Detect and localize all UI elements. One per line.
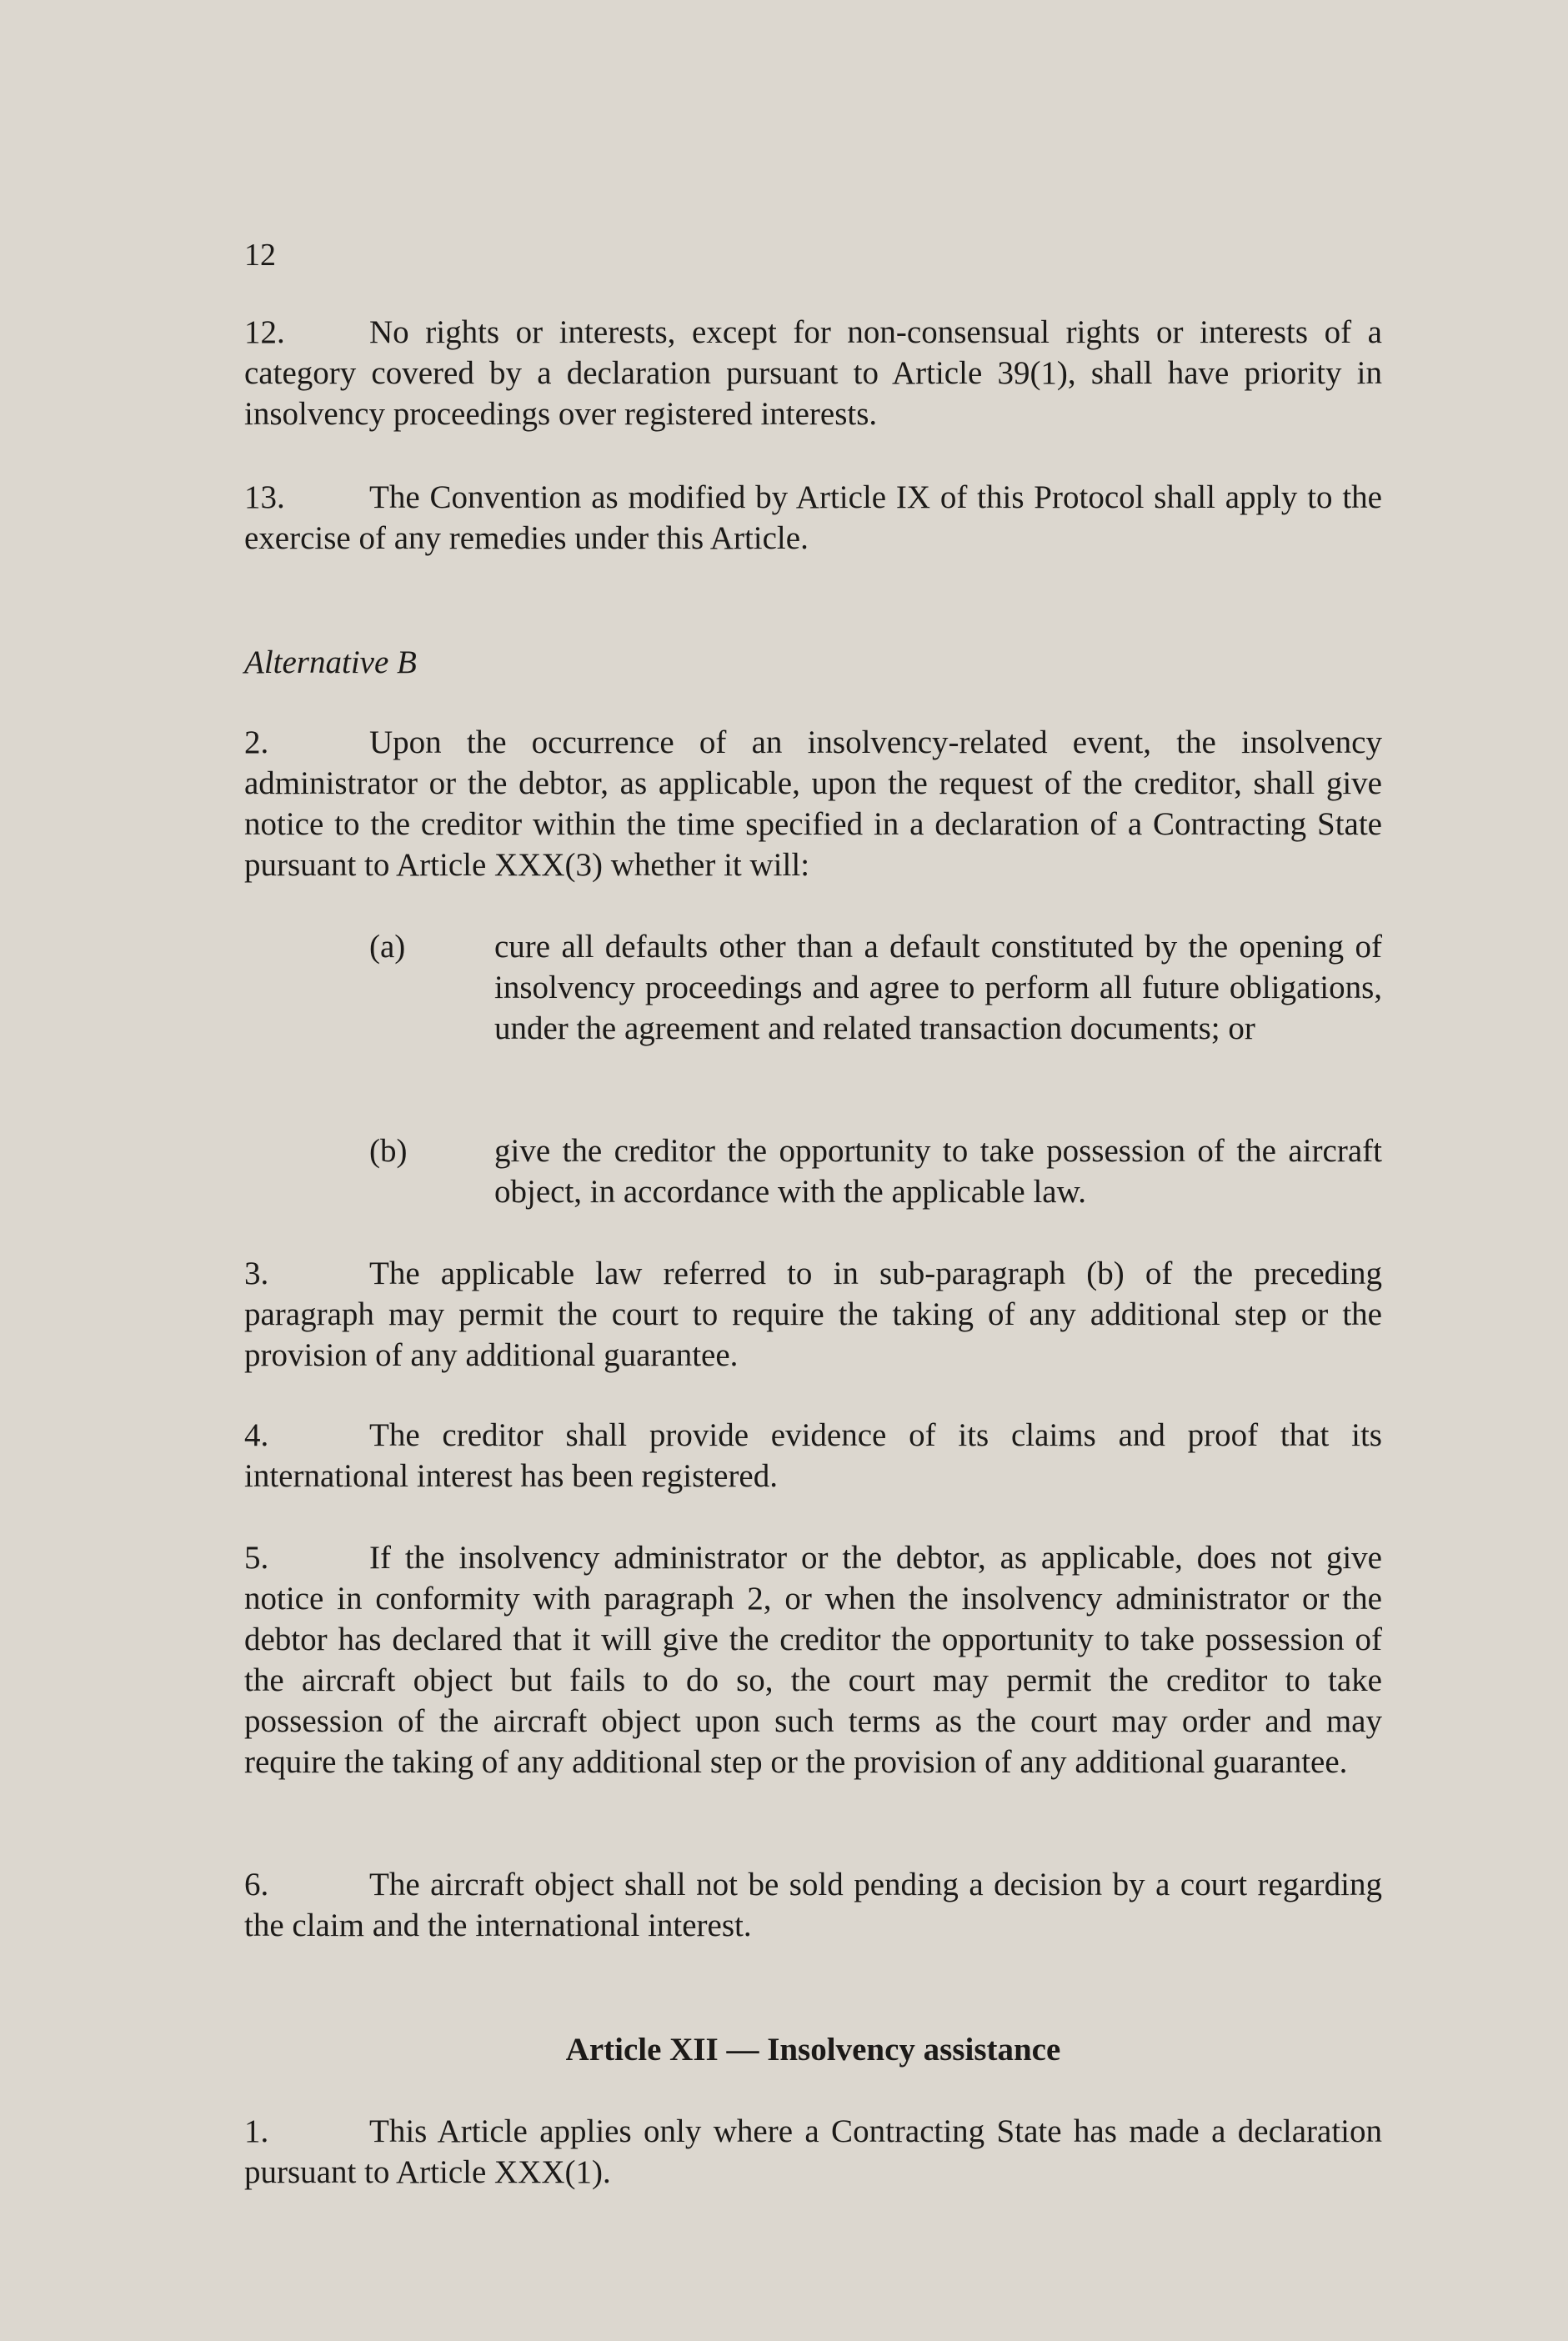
paragraph-number: 5.: [244, 1540, 269, 1576]
paragraph-b6: [244, 1864, 1382, 1946]
subparagraph-text: cure all defaults other than a default constituted by the opening of insolvency proceedings and agree to perform all future obligations, under the agreement and related transaction documents; or: [494, 929, 1382, 1046]
paragraph-text: The applicable law referred to in sub-paragraph (b) of the preceding paragraph may permit the court to require the taking of any additional step or the provision of any additional guarantee.: [244, 1256, 1382, 1373]
subparagraph-label: (a): [369, 929, 406, 965]
subparagraph-a: [369, 926, 1382, 1090]
paragraph-text: Upon the occurrence of an insolvency-related event, the insolvency administrator or the debtor, as applicable, upon the request of the creditor, shall give notice to the creditor within the time specified in a declaration of a Contracting State pursuant to Article XXX(3) whether it will:: [244, 724, 1382, 883]
paragraph-article-1: [244, 2111, 1382, 2193]
paragraph-number: 3.: [244, 1256, 269, 1291]
paragraph-text: The creditor shall provide evidence of its claims and proof that its international interest has been registered.: [244, 1417, 1382, 1494]
alternative-heading: Alternative B: [244, 644, 417, 680]
subparagraph-label: (b): [369, 1133, 408, 1169]
paragraph-number: 4.: [244, 1417, 269, 1453]
article-heading: Article XII — Insolvency assistance: [565, 2032, 1061, 2068]
paragraph-number: 13.: [244, 479, 285, 515]
paragraph-text: The Convention as modified by Article IX of this Protocol shall apply to the exercise of any remedies under this Article.: [244, 479, 1382, 556]
page-number: 12: [244, 238, 276, 273]
paragraph-number: 12.: [244, 314, 285, 350]
paragraph-text: No rights or interests, except for non-consensual rights or interests of a category covered by a declaration pursuant to Article 39(1), shall have priority in insolvency proceedings over registered interests.: [244, 314, 1382, 432]
paragraph-text: This Article applies only where a Contracting State has made a declaration pursuant to Article XXX(1).: [244, 2113, 1382, 2190]
paragraph-b3: [244, 1253, 1382, 1376]
paragraph-b5: [244, 1537, 1382, 1782]
paragraph-text: The aircraft object shall not be sold pending a decision by a court regarding the claim and the international interest.: [244, 1867, 1382, 1943]
paragraph-text: If the insolvency administrator or the debtor, as applicable, does not give notice in conformity with paragraph 2, or when the insolvency administrator or the debtor has declared that it will give the creditor the opportunity to take possession of the aircraft object but fails to do so, the court may permit the creditor to take possession of the aircraft object upon such terms as the court may order and may require the taking of any additional step or the provision of any additional guarantee.: [244, 1540, 1382, 1780]
paragraph-b2: [244, 722, 1382, 885]
paragraph-number: 2.: [244, 724, 269, 760]
subparagraph-text: give the creditor the opportunity to take possession of the aircraft object, in accordance with the applicable law.: [494, 1133, 1382, 1210]
subparagraph-b: [369, 1130, 1382, 1212]
paragraph-b4: [244, 1415, 1382, 1496]
paragraph-number: 6.: [244, 1867, 269, 1902]
paragraph-13: [244, 477, 1382, 559]
paragraph-number: 1.: [244, 2113, 269, 2149]
paragraph-12: [244, 312, 1382, 434]
